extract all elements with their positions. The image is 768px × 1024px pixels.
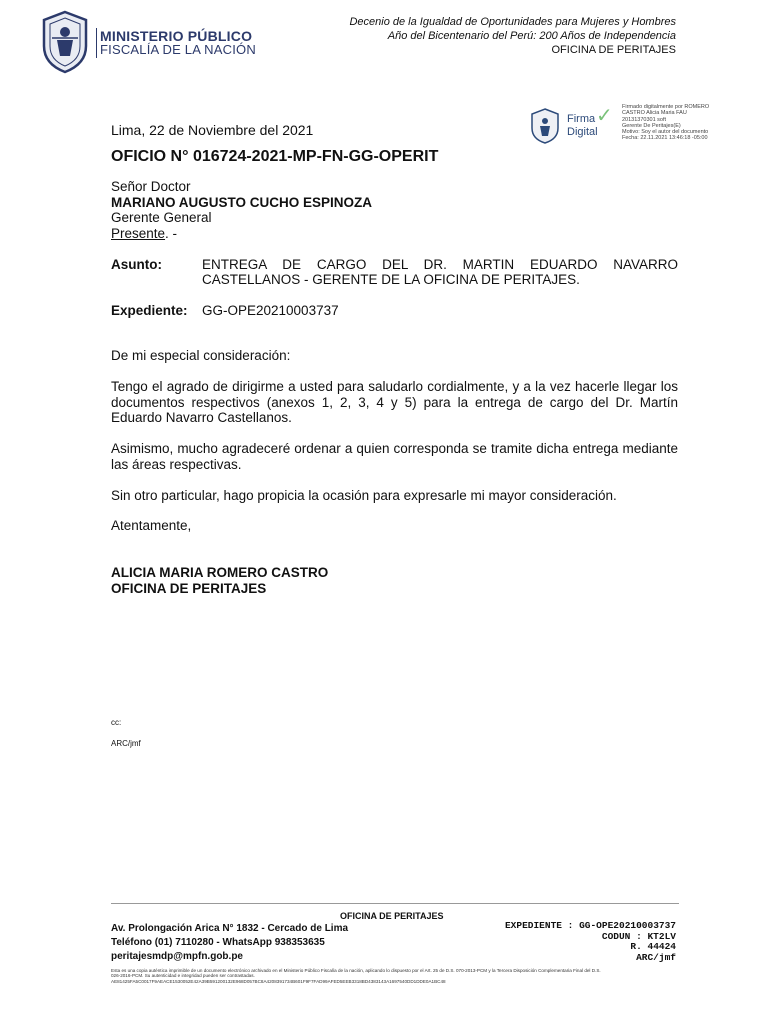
footer-expediente: EXPEDIENTE : GG-OPE20210003737	[504, 920, 676, 931]
expediente-label: Expediente:	[111, 303, 188, 318]
greeting-paragraph: De mi especial consideración:	[111, 348, 291, 363]
signature-metadata	[622, 104, 737, 142]
checkmark-icon: ✓	[596, 105, 613, 127]
footer-codun: CODUN : KT2LV	[601, 930, 676, 942]
recipient-name: MARIANO AUGUSTO CUCHO ESPINOZA	[111, 194, 373, 210]
presente-suffix: . -	[165, 225, 178, 241]
footer-office: OFICINA DE PERITAJES	[340, 911, 444, 921]
asunto-label: Asunto:	[111, 257, 162, 272]
firma-digital-label	[567, 113, 598, 139]
firma-line: Firma	[567, 113, 596, 125]
footer-arc: ARC/jmf	[636, 951, 676, 963]
header-decenio: Decenio de la Igualdad de Oportunidades para Mujeres y Hombres	[349, 16, 676, 28]
presente-line	[111, 226, 372, 242]
oficio-number: OFICIO N° 016724-2021-MP-FN-GG-OPERIT	[111, 148, 439, 165]
sig-meta-line: Gerente De Peritajes(E)	[622, 122, 681, 129]
footer-email: peritajesmdp@mpfn.gob.pe	[111, 951, 243, 962]
fine-print-hash: AE81425FA5C0017F9AEACE1530052E42A39B591200132E968D057BC8A4208391734B601F9F7FAD99AFED5EEB3318BD4383143A1697540DD1DDE0A1BC48	[111, 978, 446, 984]
sig-meta-line: 20131370301 soft	[622, 116, 667, 123]
sig-meta-line: Fecha: 22.11.2021 13:46:18 -05:00	[622, 135, 708, 142]
fine-print-line: Esta es una copia auténtica imprimible de un documento electrónico archivado en el Ministerio Público Fiscalía de la nación, aplicando lo dispuesto por el Art. 25 de D.S. 070-2013-PCM y la Tercera Disposición Complementaria Final del D.S.	[111, 968, 601, 973]
footer-codes	[505, 921, 676, 963]
recipient-block	[111, 179, 372, 241]
footer-phone: Teléfono (01) 7110280 - WhatsApp 938353635	[111, 937, 325, 948]
presente: Presente	[111, 225, 166, 241]
initials: ARC/jmf	[111, 739, 141, 748]
sig-meta-line: Firmado digitalmente por ROMERO	[622, 104, 710, 110]
salutation: Señor Doctor	[111, 179, 191, 194]
signer-name: ALICIA MARIA ROMERO CASTRO	[111, 565, 329, 580]
sig-meta-line: Motivo: Soy el autor del documento	[622, 129, 709, 136]
body-paragraph-1: Tengo el agrado de dirigirme a usted para saludarlo cordialmente, y a la vez hacerle llegar los documentos respectivos (anexos 1, 2, 3, 4 y 5) para la entrega de cargo del Dr. Martín Eduardo Navarro Castellanos.	[111, 379, 678, 425]
digital-line: Digital	[567, 126, 598, 138]
footer-address: Av. Prolongación Arica N° 1832 - Cercado de Lima	[111, 923, 349, 934]
recipient-title: Gerente General	[111, 210, 212, 225]
footer-fine-print	[111, 968, 681, 984]
footer-r: R. 44424	[630, 941, 676, 952]
header-anio: Año del Bicentenario del Perú: 200 Años de Independencia	[387, 30, 676, 42]
closing: Atentamente,	[111, 518, 192, 533]
letter-date: Lima, 22 de Noviembre del 2021	[111, 122, 314, 138]
digital-signature-seal-icon	[530, 108, 560, 144]
footer-contact	[111, 922, 348, 964]
cc-label: cc:	[111, 718, 122, 727]
fine-print-line: 026-2016-PCM. Su autenticidad e integridad pueden ser contrastadas.	[111, 973, 255, 979]
org-name: MINISTERIO PÚBLICO	[100, 28, 253, 44]
asunto-text: ENTREGA DE CARGO DEL DR. MARTIN EDUARDO NAVARRO CASTELLANOS - GERENTE DE LA OFICINA DE PERITAJES.	[202, 257, 678, 287]
body-paragraph-3: Sin otro particular, hago propicia la ocasión para expresarle mi mayor consideración.	[111, 488, 617, 503]
sig-meta-line: CASTRO Alicia Maria FAU	[622, 110, 687, 117]
footer-divider	[111, 903, 679, 904]
signer-block	[111, 565, 328, 596]
body-paragraph-2: Asimismo, mucho agradeceré ordenar a quien corresponda se tramite dicha entrega mediante las áreas respectivas.	[111, 441, 678, 472]
header-right	[349, 15, 676, 57]
org-subtitle: FISCALÍA DE LA NACIÓN	[100, 42, 256, 57]
header-office: OFICINA DE PERITAJES	[551, 44, 676, 56]
ministerio-publico-seal-icon	[40, 10, 90, 74]
signer-office: OFICINA DE PERITAJES	[111, 580, 267, 596]
expediente-value: GG-OPE20210003737	[202, 303, 339, 318]
logo-divider	[96, 28, 97, 58]
